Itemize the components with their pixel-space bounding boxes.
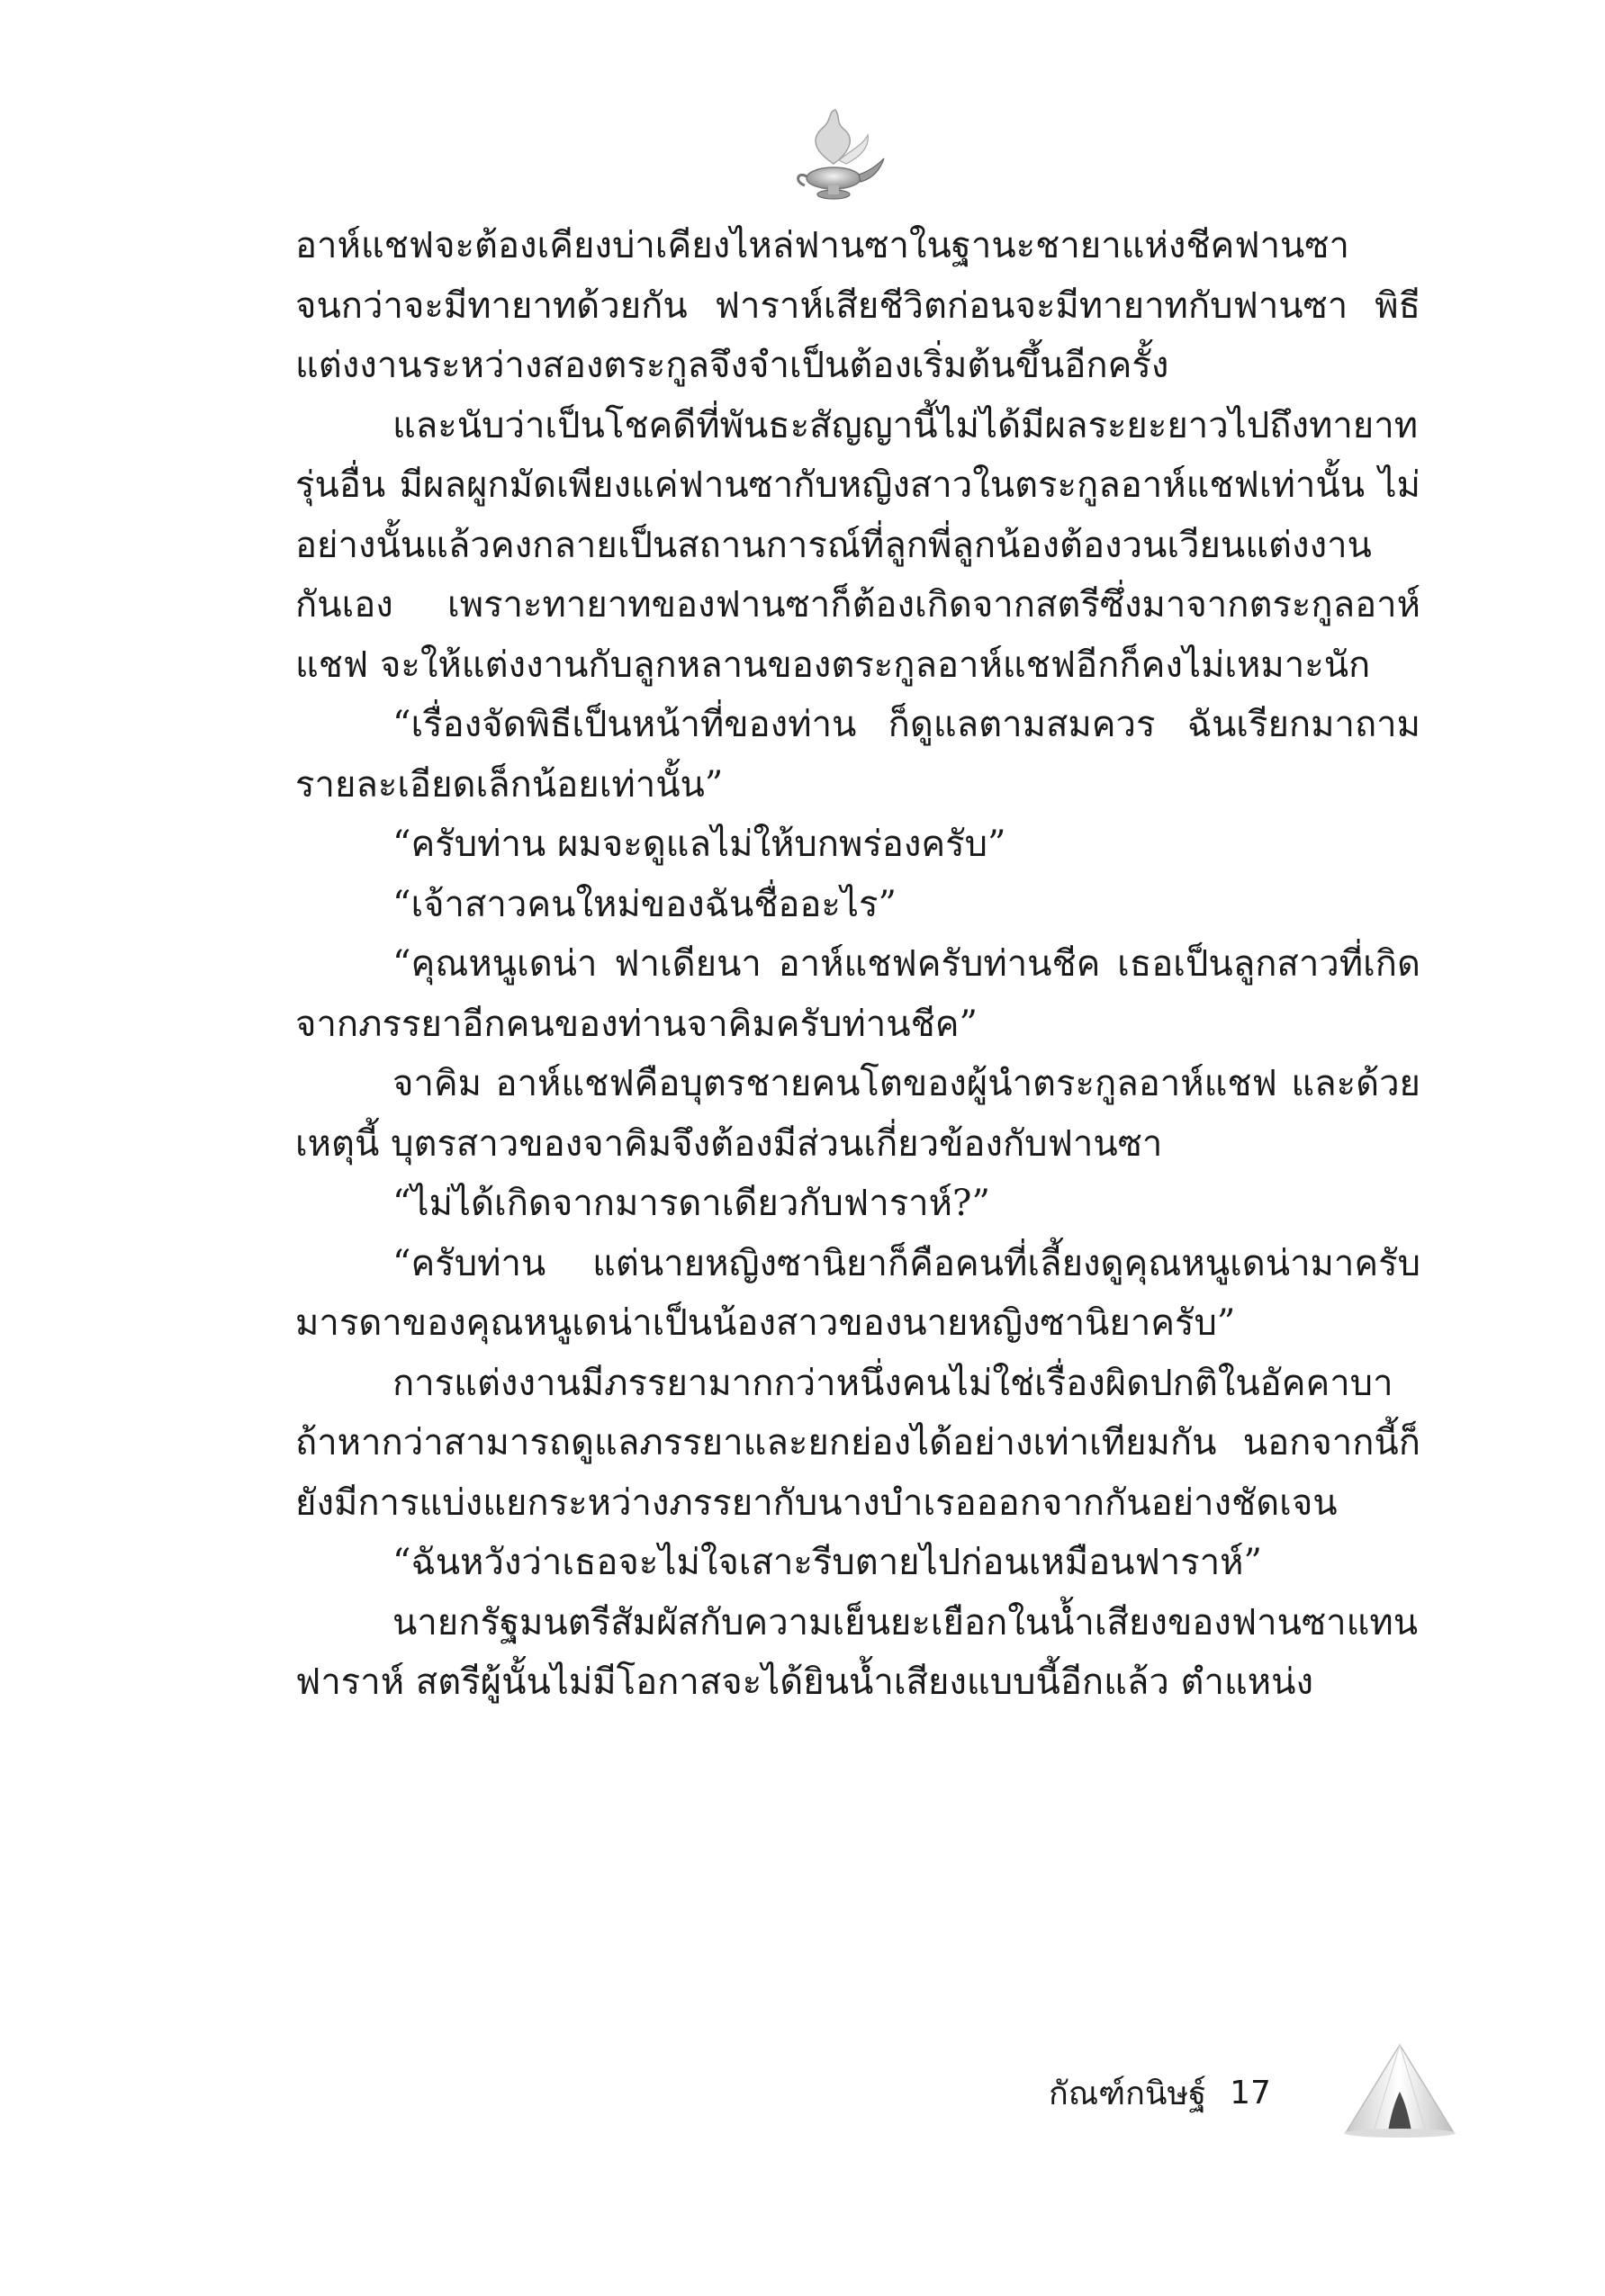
- paragraph: “ครับท่าน แต่นายหญิงซานิยาก็คือคนที่เลี้ยงดูคุณหนูเดน่ามาครับ มารดาของคุณหนูเดน่าเป็นน้องสาวของนายหญิงซานิยาครับ”: [295, 1242, 1420, 1344]
- paragraph: “ครับท่าน ผมจะดูแลไม่ให้บกพร่องครับ”: [392, 824, 1006, 865]
- paragraph: และนับว่าเป็นโชคดีที่พันธะสัญญานี้ไม่ได้มีผลระยะยาวไปถึงทายาทรุ่นอื่น มีผลผูกมัดเพียงแค่ฟานซากับหญิงสาวในตระกูลอาห์แชฟเท่านั้น ไม่อย่างนั้นแล้วคงกลายเป็นสถานการณ์ที่ลูกพี่ลูกน้องต้องวนเวียนแต่งงานกันเอง เพราะทายาทของฟานซาก็ต้องเกิดจากสตรีซึ่งมาจากตระกูลอาห์แชฟ จะให้แต่งงานกับลูกหลานของตระกูลอาห์แชฟอีกก็คงไม่เหมาะนัก: [295, 404, 1420, 686]
- paragraph: การแต่งงานมีภรรยามากกว่าหนึ่งคนไม่ใช่เรื่องผิดปกติในอัคคาบาถ้าหากว่าสามารถดูแลภรรยาและยกย่องได้อย่างเท่าเทียมกัน นอกจากนี้ก็ยังมีการแบ่งแยกระหว่างภรรยากับนางบำเรอออกจากกันอย่างชัดเจน: [295, 1362, 1420, 1524]
- book-title: กัณฑ์กนิษฐ์: [1049, 2075, 1207, 2112]
- paragraph: “ไม่ได้เกิดจากมารดาเดียวกับฟาราห์?”: [392, 1183, 990, 1224]
- paragraph: อาห์แชฟจะต้องเคียงบ่าเคียงไหล่ฟานซาในฐานะชายาแห่งชีคฟานซาจนกว่าจะมีทายาทด้วยกัน ฟาราห์เสียชีวิตก่อนจะมีทายาทกับฟานซา พิธีแต่งงานระหว่างสองตระกูลจึงจำเป็นต้องเริ่มต้นขึ้นอีกครั้ง: [295, 225, 1420, 386]
- paragraph: จาคิม อาห์แชฟคือบุตรชายคนโตของผู้นำตระกูลอาห์แชฟ และด้วยเหตุนี้ บุตรสาวของจาคิมจึงต้องมีส่วนเกี่ยวข้องกับฟานซา: [295, 1063, 1420, 1165]
- paragraph: “คุณหนูเดน่า ฟาเดียนา อาห์แชฟครับท่านชีค เธอเป็นลูกสาวที่เกิดจากภรรยาอีกคนของท่านจาคิมครับท่านชีค”: [295, 943, 1420, 1045]
- paragraph: นายกรัฐมนตรีสัมผัสกับความเย็นยะเยือกในน้ำเสียงของฟานซาแทนฟาราห์ สตรีผู้นั้นไม่มีโอกาสจะได้ยินน้ำเสียงแบบนี้อีกแล้ว ตำแหน่ง: [295, 1601, 1419, 1703]
- page-number: 17: [1230, 2074, 1271, 2111]
- magic-lamp-icon: [781, 108, 889, 207]
- tent-icon: [1341, 2041, 1458, 2140]
- page-footer: [1049, 2066, 1271, 2120]
- body-text: [295, 216, 1420, 1713]
- paragraph: “ฉันหวังว่าเธอจะไม่ใจเสาะรีบตายไปก่อนเหมือนฟาราห์”: [392, 1542, 1262, 1583]
- paragraph: “เรื่องจัดพิธีเป็นหน้าที่ของท่าน ก็ดูแลตามสมควร ฉันเรียกมาถามรายละเอียดเล็กน้อยเท่านั้น”: [295, 704, 1420, 806]
- paragraph: “เจ้าสาวคนใหม่ของฉันชื่ออะไร”: [392, 883, 897, 925]
